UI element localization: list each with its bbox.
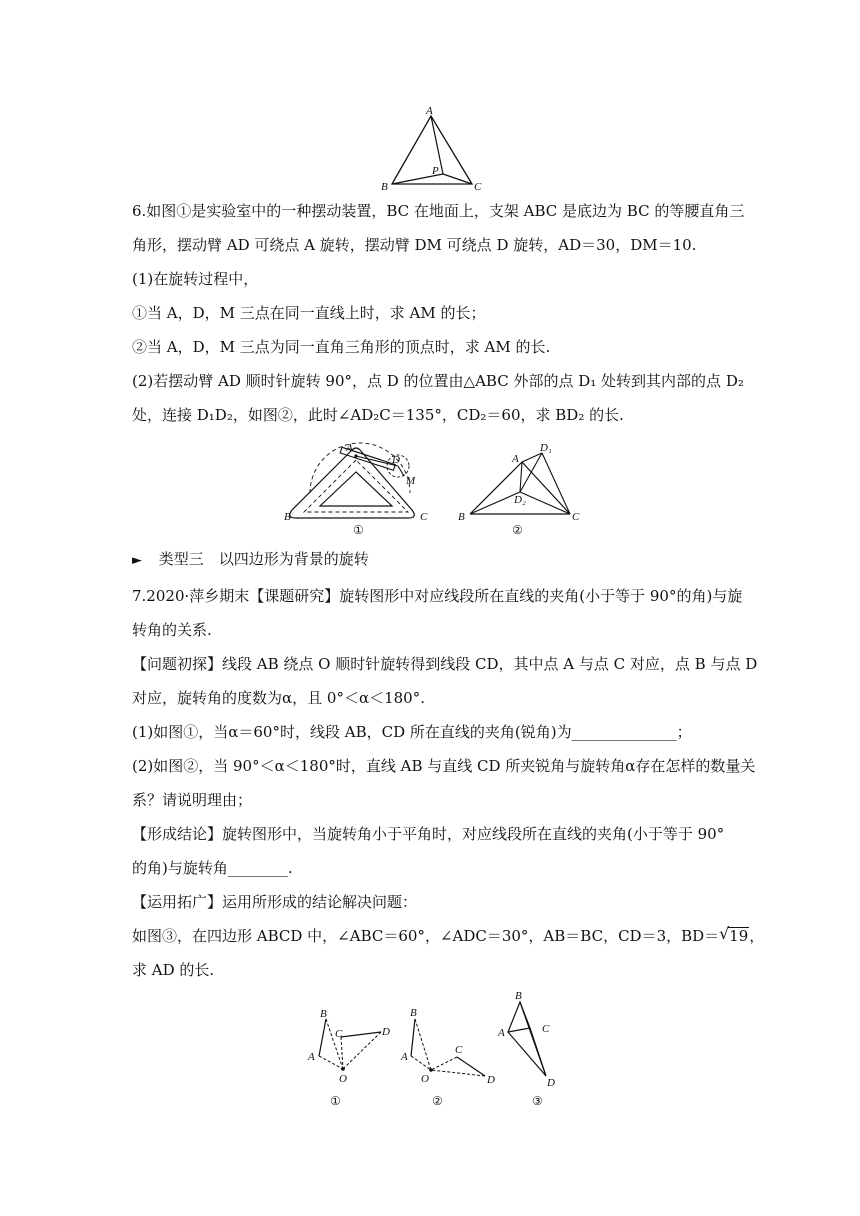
q7-line-12: 求 AD 的长. [132,961,215,979]
q7-line-11 [132,924,765,946]
radical-sign-icon: √ [719,924,730,943]
label-c: C [420,511,428,523]
q7-line-11-end: ， [749,927,765,945]
label-b: B [381,181,388,193]
label-a: A [512,453,519,465]
section-title: 类型三 以四边形为背景的旋转 [158,550,369,568]
section-heading [132,549,732,571]
caption-3: ③ [532,1094,543,1108]
label-d1: D₁ [540,442,552,454]
label-c: C [455,1044,463,1056]
label-c: C [335,1028,343,1040]
label-b: B [320,1008,327,1020]
figure-q7-rotation-2 [395,1002,505,1110]
q6-line-6: (2)若摆动臂 AD 顺时针旋转 90°，点 D 的位置由△ABC 外部的点 D₁ 处转到其内部的点 D₂ [132,372,744,390]
q7-line-5: (1)如图①，当α＝60°时，线段 AB，CD 所在直线的夹角(锐角)为______________； [132,723,692,741]
label-d: D [382,1026,390,1038]
label-d: D [547,1077,555,1089]
caption-2: ② [512,523,523,537]
figure-q6-swing-device [280,438,440,538]
q6-line-4: ①当 A，D，M 三点在同一直线上时，求 AM 的长； [132,304,486,322]
q6-line-5: ②当 A，D，M 三点为同一直角三角形的顶点时，求 AM 的长. [132,338,551,356]
label-d: D [392,454,400,466]
q6-line-3: (1)在旋转过程中， [132,270,259,288]
q7-line-1: 7.2020·萍乡期末【课题研究】旋转图形中对应线段所在直线的夹角(小于等于 90°的角)与旋 [132,587,743,605]
label-a: A [346,442,353,454]
label-b: B [515,990,522,1002]
q7-line-7: 系？请说明理由； [132,791,253,809]
triangle-marker-icon: ► [132,553,142,568]
figure-q7-quadrilateral [492,988,582,1110]
label-p: P [432,165,439,177]
label-a: A [498,1027,505,1039]
q6-line-1: 6.如图①是实验室中的一种摆动装置，BC 在地面上，支架 ABC 是底边为 BC 的等腰直角三 [132,202,745,220]
q7-line-2: 转角的关系. [132,621,212,639]
label-a: A [401,1051,408,1063]
label-b: B [284,511,291,523]
figure-q7-rotation-1 [295,1002,400,1110]
label-b: B [458,511,465,523]
caption-1: ① [353,523,364,537]
q6-line-2: 角形，摆动臂 AD 可绕点 A 旋转，摆动臂 DM 可绕点 D 旋转，AD＝30，DM＝10. [132,236,697,254]
label-m: M [406,475,416,487]
figure-q6-rotation [452,440,592,538]
sqrt-19 [719,926,749,946]
caption-2: ② [432,1094,443,1108]
label-c: C [542,1023,550,1035]
q7-line-9: 的角)与旋转角________. [132,859,293,877]
label-a: A [308,1051,315,1063]
label-c: C [572,511,580,523]
label-o: O [339,1073,347,1085]
q7-line-11-text: 如图③，在四边形 ABCD 中，∠ABC＝60°，∠ADC＝30°，AB＝BC，CD＝3，BD＝ [132,927,720,945]
caption-1: ① [330,1094,341,1108]
q7-line-3: 【问题初探】线段 AB 绕点 O 顺时针旋转得到线段 CD，其中点 A 与点 C 对应，点 B 与点 D [132,655,758,673]
label-d: D [487,1074,495,1086]
figure-triangle-abp [375,104,485,194]
q7-line-4: 对应，旋转角的度数为α，且 0°＜α＜180°. [132,689,425,707]
label-d2: D₂ [514,494,526,506]
label-c: C [474,181,482,193]
label-o: O [421,1073,429,1085]
q7-line-6: (2)如图②，当 90°＜α＜180°时，直线 AB 与直线 CD 所夹锐角与旋转角α存在怎样的数量关 [132,757,756,775]
q6-line-7: 处，连接 D₁D₂，如图②，此时∠AD₂C＝135°，CD₂＝60，求 BD₂ 的长. [132,406,624,424]
label-b: B [410,1007,417,1019]
q7-line-10: 【运用拓广】运用所形成的结论解决问题： [132,893,418,911]
q7-line-8: 【形成结论】旋转图形中，当旋转角小于平角时，对应线段所在直线的夹角(小于等于 90° [132,825,725,843]
radicand: 19 [729,927,749,945]
label-a: A [426,105,433,117]
